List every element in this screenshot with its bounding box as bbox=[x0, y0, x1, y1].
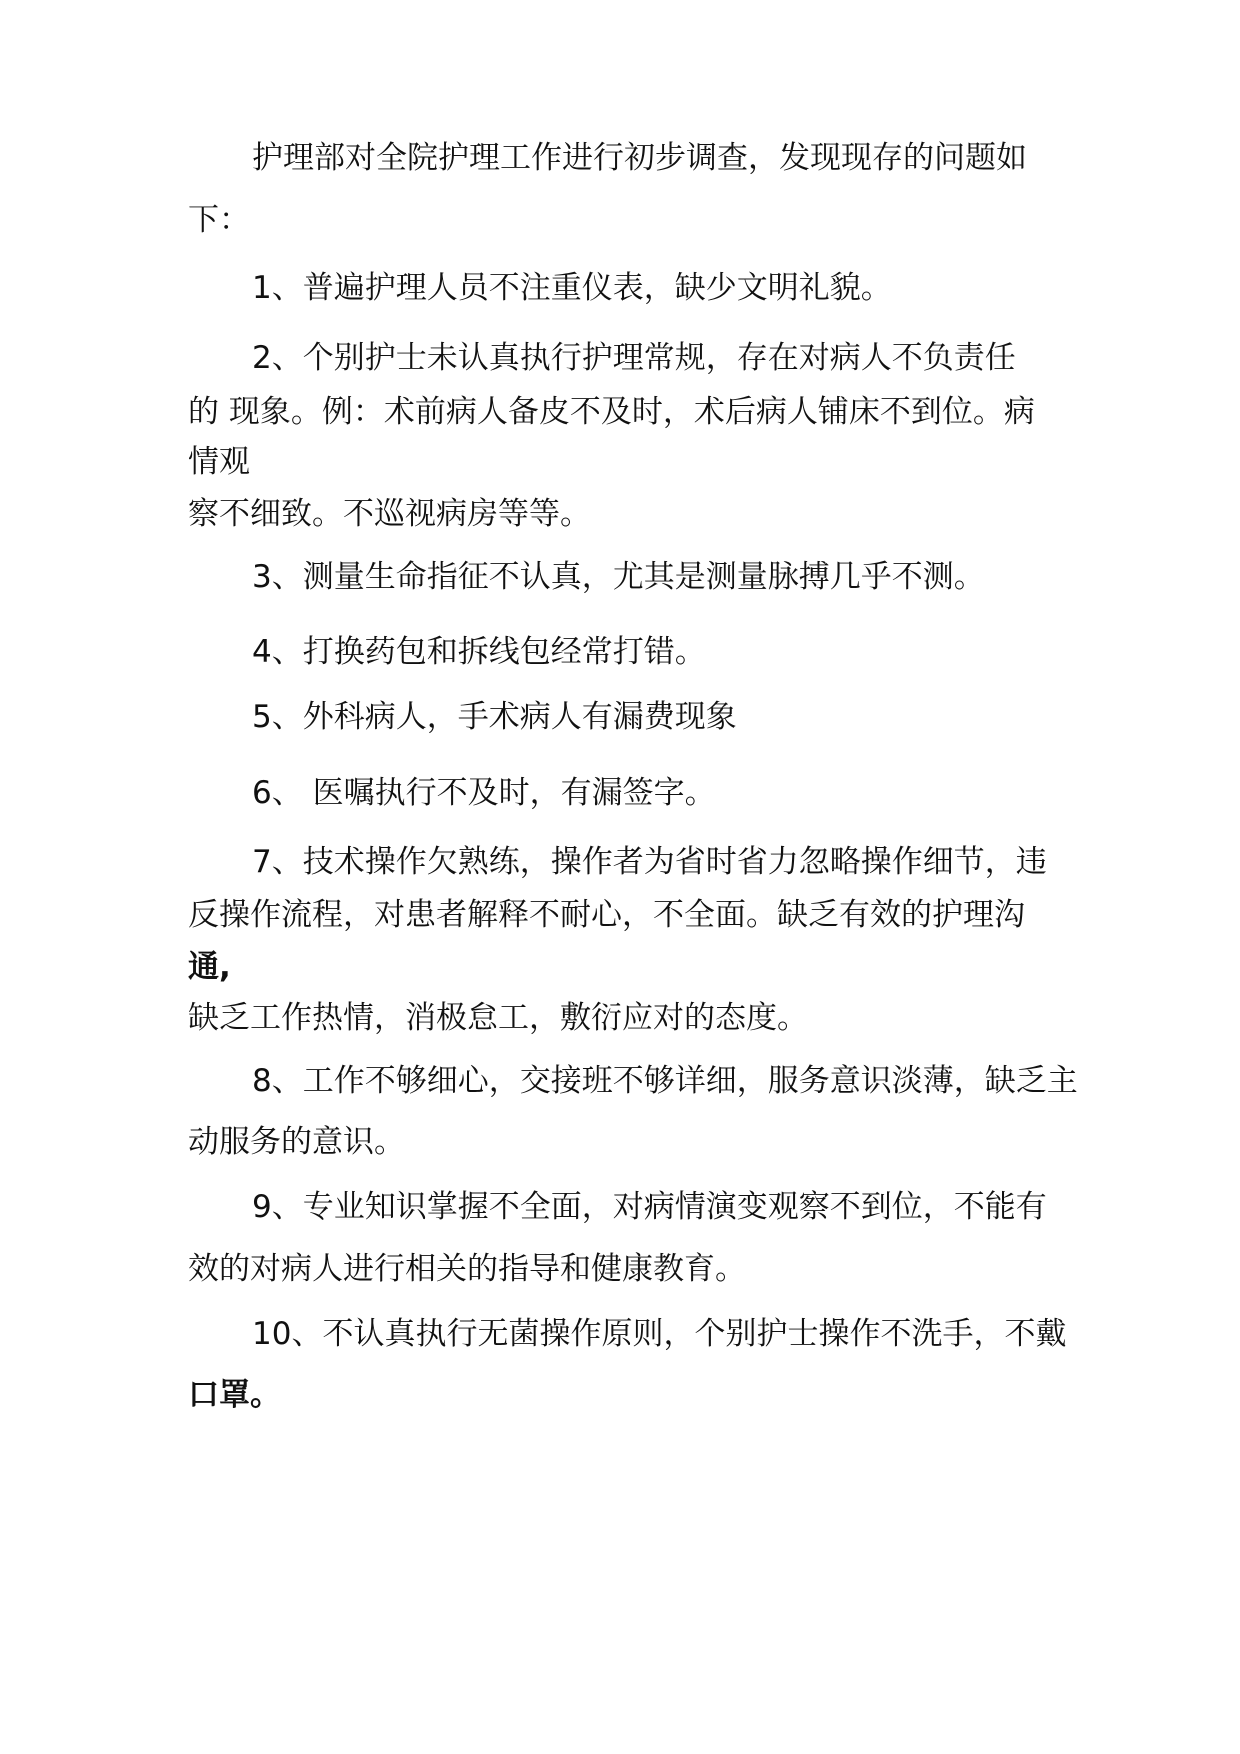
item-7-line-4: 缺乏工作热情，消极怠工，敷衍应对的态度。 bbox=[188, 1000, 808, 1036]
item-3-line-1: 3、测量生命指征不认真，尤其是测量脉搏几乎不测。 bbox=[252, 559, 985, 595]
intro-line-1: 护理部对全院护理工作进行初步调查，发现现存的问题如 bbox=[252, 140, 1027, 176]
item-2-line-4: 察不细致。不巡视病房等等。 bbox=[188, 496, 591, 532]
item-8-line-2: 动服务的意识。 bbox=[188, 1124, 405, 1160]
intro-line-2: 下： bbox=[188, 202, 250, 238]
item-9-line-1: 9、专业知识掌握不全面，对病情演变观察不到位，不能有 bbox=[252, 1189, 1047, 1225]
item-7-line-1: 7、技术操作欠熟练，操作者为省时省力忽略操作细节，违 bbox=[252, 844, 1047, 880]
item-2-line-1: 2、个别护士未认真执行护理常规，存在对病人不负责任 bbox=[252, 340, 1016, 376]
item-6-line-1: 6、 医嘱执行不及时，有漏签字。 bbox=[252, 775, 716, 811]
item-4-line-1: 4、打换药包和拆线包经常打错。 bbox=[252, 634, 706, 670]
item-9-line-2: 效的对病人进行相关的指导和健康教育。 bbox=[188, 1251, 746, 1287]
item-2-line-3: 情观 bbox=[188, 444, 250, 480]
item-5-line-1: 5、外科病人，手术病人有漏费现象 bbox=[252, 699, 737, 735]
item-2-line-2: 的 现象。例：术前病人备皮不及时，术后病人铺床不到位。病 bbox=[188, 394, 1035, 430]
item-8-line-1: 8、工作不够细心，交接班不够详细，服务意识淡薄，缺乏主 bbox=[252, 1063, 1078, 1099]
item-7-line-2: 反操作流程，对患者解释不耐心，不全面。缺乏有效的护理沟 bbox=[188, 897, 1025, 933]
item-7-line-3: 通, bbox=[188, 949, 231, 985]
item-10-line-1: 10、不认真执行无菌操作原则，个别护士操作不洗手，不戴 bbox=[252, 1316, 1067, 1352]
item-1-line-1: 1、普遍护理人员不注重仪表，缺少文明礼貌。 bbox=[252, 270, 892, 306]
item-10-line-2: 口罩。 bbox=[188, 1377, 281, 1413]
